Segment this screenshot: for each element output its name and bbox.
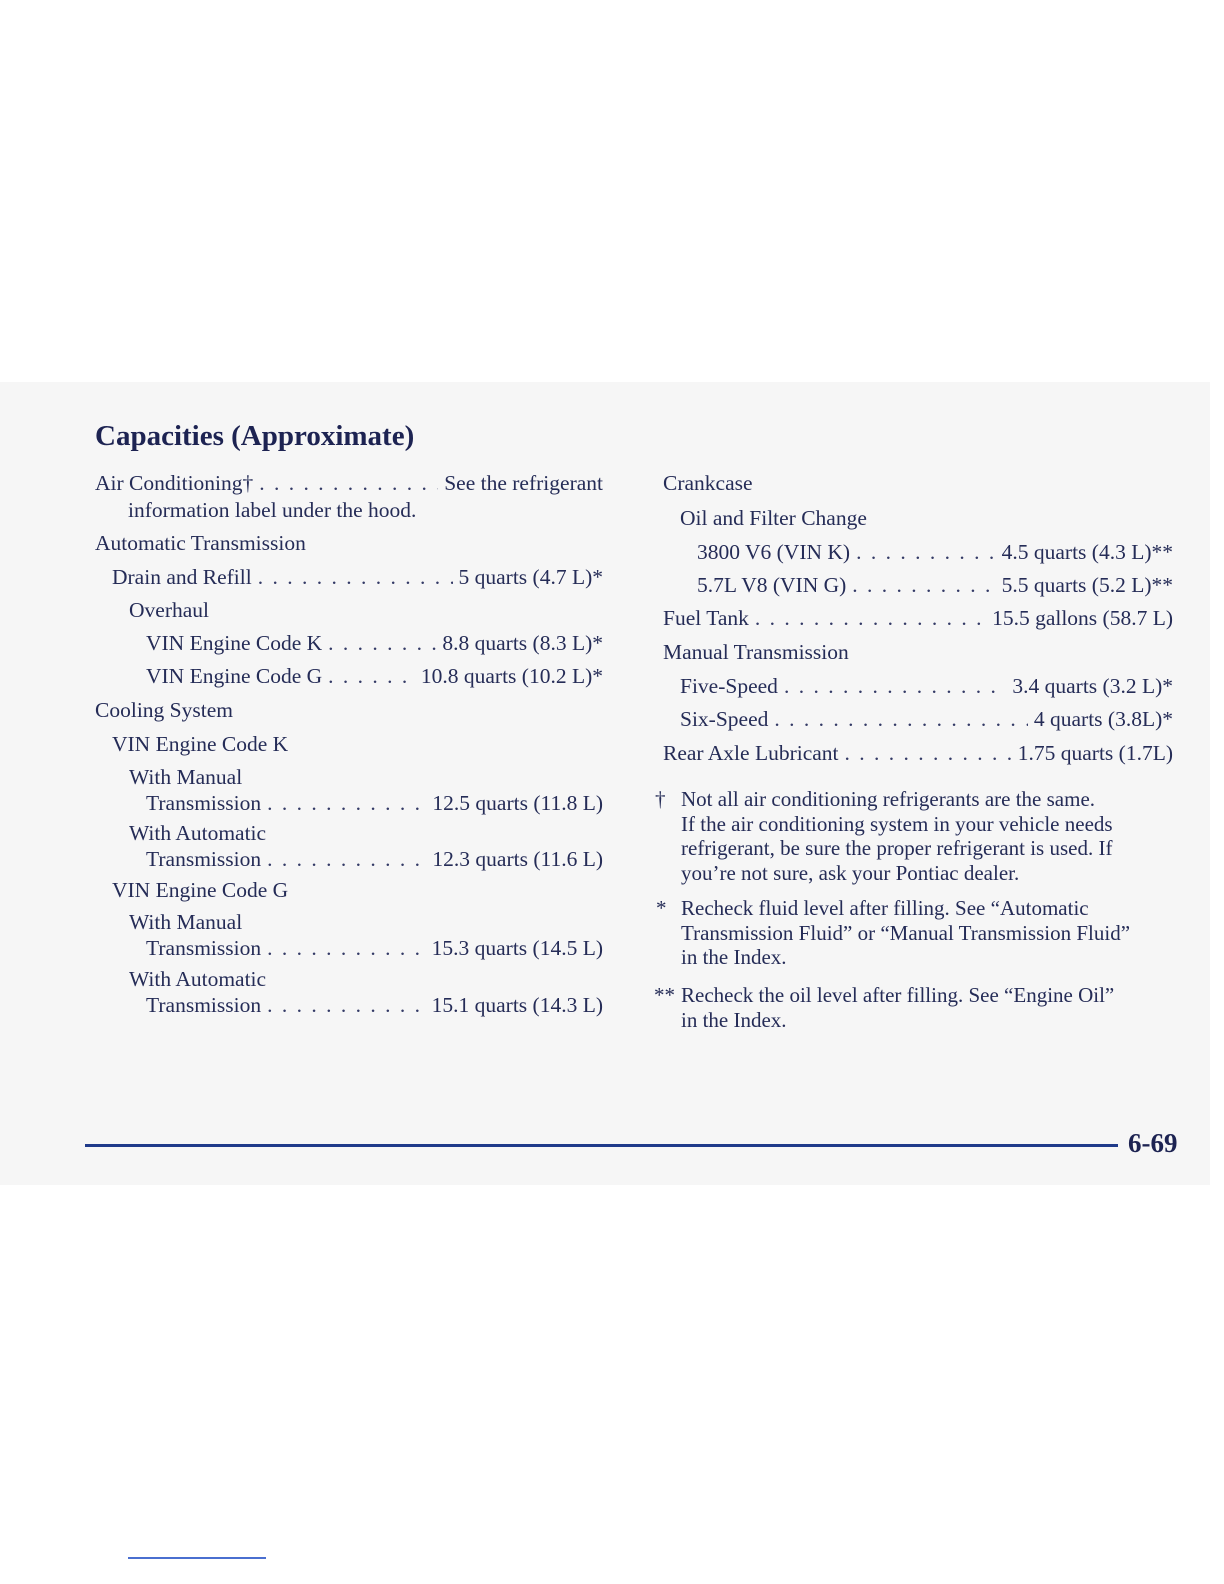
spec-row-cooling-g-manual bbox=[146, 935, 603, 961]
footnote-line: Transmission Fluid” or “Manual Transmission Fluid” bbox=[681, 920, 1131, 945]
leader-dots bbox=[774, 706, 1027, 732]
leader-dots bbox=[258, 564, 453, 590]
spec-value: 4 quarts (3.8L)* bbox=[1033, 707, 1173, 731]
leader-dots bbox=[267, 846, 426, 872]
spec-label: VIN Engine Code K bbox=[146, 631, 323, 655]
spec-value: 5 quarts (4.7 L)* bbox=[458, 565, 603, 589]
leader-dots bbox=[267, 992, 426, 1018]
section-heading-crankcase: Crankcase bbox=[663, 471, 753, 495]
footnote-line: If the air conditioning system in your vehicle needs bbox=[681, 811, 1113, 836]
section-heading-automatic-transmission: Automatic Transmission bbox=[95, 531, 306, 555]
spec-value: 4.5 quarts (4.3 L)** bbox=[1001, 540, 1173, 564]
leader-dots bbox=[852, 572, 995, 598]
spec-value: 3.4 quarts (3.2 L)* bbox=[1012, 674, 1173, 698]
spec-label: Drain and Refill bbox=[112, 565, 252, 589]
spec-label: Rear Axle Lubricant bbox=[663, 741, 839, 765]
spec-label: 5.7L V8 (VIN G) bbox=[697, 573, 847, 597]
leader-dots bbox=[267, 790, 426, 816]
spec-value: 15.5 gallons (58.7 L) bbox=[992, 606, 1173, 630]
spec-label: Air Conditioning† bbox=[95, 471, 254, 495]
subheading-cooling-vin-k: VIN Engine Code K bbox=[112, 732, 289, 756]
spec-row-cooling-k-automatic bbox=[146, 846, 603, 872]
leader-dots bbox=[856, 539, 996, 565]
asterisk-icon: * bbox=[656, 896, 667, 920]
spec-label-line1: With Manual bbox=[129, 910, 243, 934]
spec-label: Transmission bbox=[146, 936, 262, 960]
spec-continuation: information label under the hood. bbox=[128, 498, 417, 522]
spec-row-crankcase-v8 bbox=[697, 572, 1173, 598]
spec-row-cooling-k-manual bbox=[146, 790, 603, 816]
leader-dots bbox=[845, 740, 1012, 766]
spec-value: 1.75 quarts (1.7L) bbox=[1017, 741, 1173, 765]
footnote-double-asterisk bbox=[681, 983, 1114, 1032]
spec-row-six-speed bbox=[680, 706, 1173, 732]
footnote-line: you’re not sure, ask your Pontiac dealer. bbox=[681, 860, 1020, 885]
leader-dots bbox=[328, 663, 415, 689]
spec-row-rear-axle bbox=[663, 740, 1173, 766]
page-number: 6-69 bbox=[1128, 1128, 1178, 1158]
footnote-line: Not all air conditioning refrigerants are the same. bbox=[681, 787, 1096, 811]
footnote-line: refrigerant, be sure the proper refrigerant is used. If bbox=[681, 836, 1113, 860]
section-heading-cooling-system: Cooling System bbox=[95, 698, 233, 722]
spec-value: 15.1 quarts (14.3 L) bbox=[431, 993, 603, 1017]
spec-row-overhaul-k bbox=[146, 630, 603, 656]
footer-rule bbox=[85, 1144, 1118, 1147]
footnote-asterisk bbox=[681, 896, 1130, 970]
spec-label-line1: With Manual bbox=[129, 765, 243, 789]
subheading-oil-filter: Oil and Filter Change bbox=[680, 506, 867, 530]
dagger-icon: † bbox=[655, 787, 666, 811]
leader-dots bbox=[755, 605, 986, 631]
page-title: Capacities (Approximate) bbox=[95, 420, 415, 452]
footnote-line: in the Index. bbox=[681, 1007, 787, 1032]
spec-label: Transmission bbox=[146, 847, 262, 871]
leader-dots bbox=[267, 935, 426, 961]
footnote-line: Recheck fluid level after filling. See “Automatic bbox=[681, 896, 1089, 920]
spec-row-drain-refill bbox=[112, 564, 603, 590]
spec-value: 12.3 quarts (11.6 L) bbox=[432, 847, 603, 871]
spec-row-crankcase-v6 bbox=[697, 539, 1173, 565]
leader-dots bbox=[328, 630, 436, 656]
spec-label-line1: With Automatic bbox=[129, 821, 267, 845]
spec-label: Five-Speed bbox=[680, 674, 778, 698]
footnote-line: Recheck the oil level after filling. See “Engine Oil” bbox=[681, 983, 1115, 1007]
spec-row-fuel-tank bbox=[663, 605, 1173, 631]
bottom-divider bbox=[128, 1557, 266, 1559]
spec-label: Transmission bbox=[146, 993, 262, 1017]
subheading-overhaul: Overhaul bbox=[129, 598, 209, 622]
footnote-dagger bbox=[681, 787, 1113, 885]
subheading-cooling-vin-g: VIN Engine Code G bbox=[112, 878, 289, 902]
spec-label: VIN Engine Code G bbox=[146, 664, 323, 688]
spec-value: See the refrigerant bbox=[444, 471, 603, 495]
spec-label: Fuel Tank bbox=[663, 606, 749, 630]
spec-label: Six-Speed bbox=[680, 707, 769, 731]
spec-label: 3800 V6 (VIN K) bbox=[697, 540, 851, 564]
spec-value: 8.8 quarts (8.3 L)* bbox=[442, 631, 603, 655]
spec-label-line1: With Automatic bbox=[129, 967, 267, 991]
section-heading-manual-transmission: Manual Transmission bbox=[663, 640, 849, 664]
spec-label: Transmission bbox=[146, 791, 262, 815]
leader-dots bbox=[784, 673, 1006, 699]
spec-row-overhaul-g bbox=[146, 663, 603, 689]
spec-row-five-speed bbox=[680, 673, 1173, 699]
spec-value: 10.8 quarts (10.2 L)* bbox=[420, 664, 603, 688]
spec-value: 5.5 quarts (5.2 L)** bbox=[1001, 573, 1173, 597]
spec-row-air-conditioning bbox=[95, 470, 603, 496]
spec-value: 12.5 quarts (11.8 L) bbox=[432, 791, 603, 815]
spec-row-cooling-g-automatic bbox=[146, 992, 603, 1018]
leader-dots bbox=[259, 470, 438, 496]
footnote-line: in the Index. bbox=[681, 945, 787, 969]
double-asterisk-icon: ** bbox=[654, 983, 675, 1007]
spec-value: 15.3 quarts (14.5 L) bbox=[431, 936, 603, 960]
